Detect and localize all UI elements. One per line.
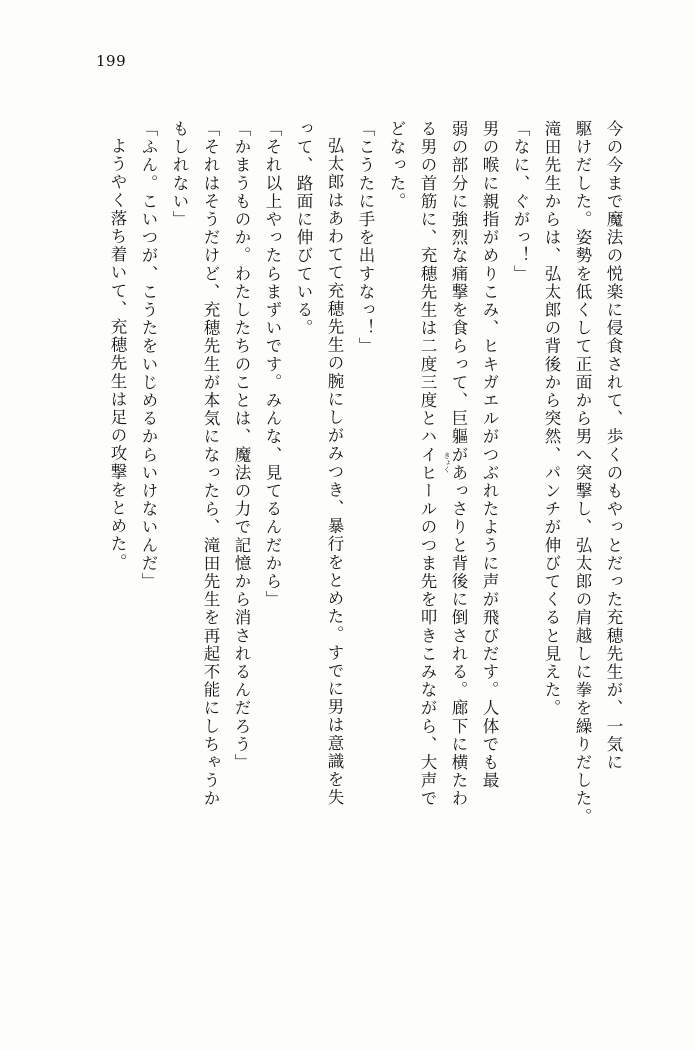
- ruby-annotation: きょく: [443, 452, 451, 473]
- text-line: 「こうたに手を出すなっ！」: [356, 120, 375, 356]
- text-line: 「なに、ぐがっ！」: [511, 120, 530, 283]
- text-line: 駆けだした。姿勢を低くして正面から男へ突撃し、弘太郎の肩越しに拳を繰りだした。: [573, 120, 592, 826]
- text-line: 男の喉に親指がめりこみ、ヒキガエルがつぶれたように声が飛びだす。人体でも最: [480, 120, 499, 790]
- text-line: って、路面に伸びている。: [294, 120, 313, 338]
- page-number: 199: [96, 52, 127, 70]
- text-line: 滝田先生からは、弘太郎の背後から突然、パンチが伸びてくると見えた。: [542, 120, 561, 718]
- text-line: 弘太郎はあわてて充穂先生の腕にしがみつき、暴行をとめた。すでに男は意識を失: [325, 137, 344, 807]
- text-line: 今の今まで魔法の悦楽に侵食されて、歩くのもやっとだった充穂先生が、一気に: [604, 120, 623, 772]
- text-line: どなった。: [387, 120, 406, 211]
- vertical-text-body: [96, 120, 621, 990]
- text-line: 「それ以上やったらまずいです。みんな、見てるんだから」: [263, 120, 282, 609]
- text-line: る男の首筋に、充穂先生は二度三度とハイヒールのつま先を叩きこみながら、大声で: [418, 120, 437, 808]
- text-line: ようやく落ち着いて、充穂先生は足の攻撃をとめた。: [108, 137, 127, 572]
- text-line: 弱の部分に強烈な痛撃を食らって、巨軀があっさりと背後に倒される。廊下に横たわ: [449, 120, 468, 808]
- text-line: 「ふん。こいつが、こうたをいじめるからいけないんだ」: [139, 120, 158, 591]
- text-line: もしれない」: [170, 120, 189, 229]
- text-line: 「それはそうだけど、充穂先生が本気になったら、滝田先生を再起不能にしちゃうか: [201, 120, 220, 808]
- text-line: 「かまうものか。わたしたちのことは、魔法の力で記憶から消されるんだろう」: [232, 120, 251, 772]
